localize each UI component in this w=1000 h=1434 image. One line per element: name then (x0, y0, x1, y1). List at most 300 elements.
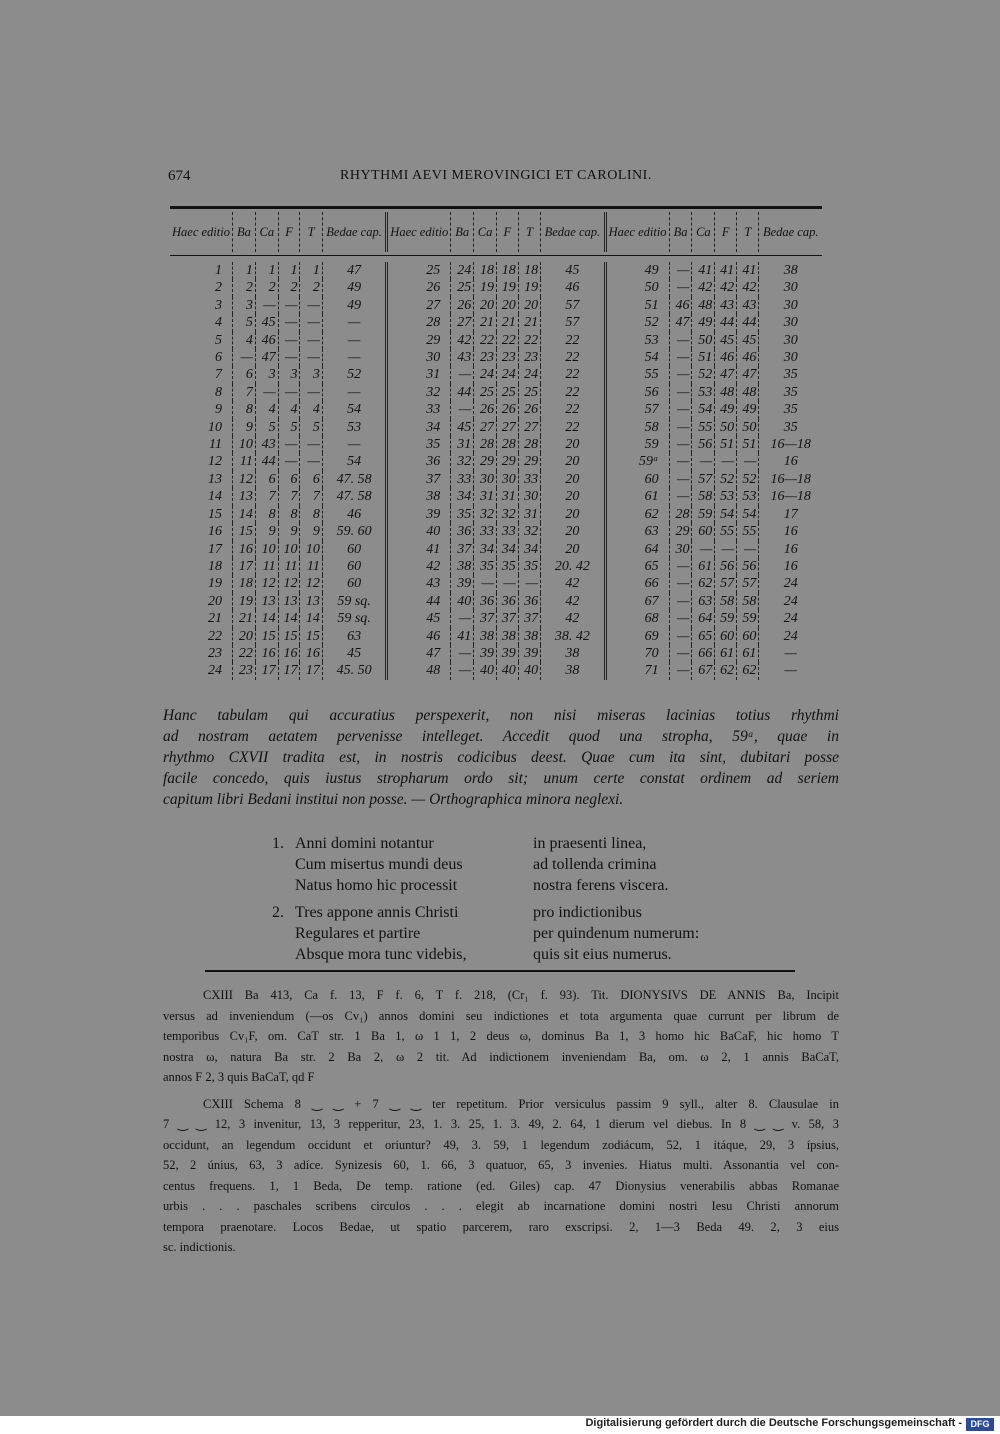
table-cell: 4 (300, 401, 322, 418)
table-cell: 46 (322, 506, 386, 523)
table-cell: 56 (737, 558, 759, 575)
table-cell: 60 (322, 558, 386, 575)
table-cell: 10 (170, 419, 232, 436)
table-cell: 38 (541, 645, 605, 662)
table-cell: 64 (605, 541, 669, 558)
table-cell: — (451, 366, 474, 383)
table-header-cell: F (715, 212, 737, 252)
verse-second-half: per quindenum numerum: (533, 925, 700, 942)
table-cell: 6 (278, 471, 300, 488)
table-cell: 26 (451, 297, 474, 314)
table-cell: 14 (278, 610, 300, 627)
table-cell: 28 (518, 436, 540, 453)
table-cell: 58 (715, 593, 737, 610)
table-cell: 22 (474, 332, 497, 349)
table-cell: 44 (737, 314, 759, 331)
table-cell: 42 (737, 279, 759, 296)
table-cell: 26 (496, 401, 518, 418)
table-cell: 20 (474, 297, 497, 314)
table-cell: 4 (255, 401, 278, 418)
table-cell: — (300, 453, 322, 470)
table-cell: — (669, 279, 692, 296)
table-cell: — (278, 314, 300, 331)
table-cell: 20 (518, 297, 540, 314)
table-cell: 1 (300, 262, 322, 279)
table-cell: 63 (322, 628, 386, 645)
table-cell: 32 (387, 384, 451, 401)
table-row (170, 575, 822, 592)
table-cell: 42 (451, 332, 474, 349)
table-cell: 30 (783, 350, 798, 366)
concordance-table (170, 212, 822, 680)
table-row (170, 332, 822, 349)
table-cell: 5 (255, 419, 278, 436)
table-cell: — (669, 384, 692, 401)
table-cell: 54 (322, 453, 386, 470)
digitization-footer (0, 1416, 1000, 1434)
table-cell: 28 (387, 314, 451, 331)
table-header-cell: Ba (232, 212, 255, 252)
table-cell: 35 (496, 558, 518, 575)
table-cell: 25 (387, 262, 451, 279)
table-cell: 35 (451, 506, 474, 523)
table-cell: 37 (496, 610, 518, 627)
verse-first-half: Cum misertus mundi deus (295, 856, 463, 873)
table-row (170, 436, 822, 453)
table-cell: 20 (541, 541, 605, 558)
table-cell: — (737, 541, 759, 558)
table-cell: 38. 42 (541, 628, 605, 645)
table-cell: 33 (496, 523, 518, 540)
table-cell: 13 (255, 593, 278, 610)
table-header-cell: Ca (692, 212, 715, 252)
table-cell: 36 (387, 453, 451, 470)
table-cell: 40 (496, 662, 518, 679)
table-cell: 20. 42 (541, 558, 605, 575)
table-cell: 36 (518, 593, 540, 610)
note-line: occidunt, an legendum occidunt et oriuntur? 49, 3. 59, 1 legendum zodiácum, 52, 1 itáque, 29, 3 ípsius, (163, 1137, 839, 1152)
table-cell: 18 (232, 575, 255, 592)
table-cell: 46 (541, 279, 605, 296)
table-cell: 3 (232, 297, 255, 314)
table-cell: — (784, 663, 797, 679)
table-cell: 61 (737, 645, 759, 662)
table-cell: 45 (322, 645, 386, 662)
table-cell: 57 (541, 297, 605, 314)
table-cell: 21 (474, 314, 497, 331)
table-cell: 60 (605, 471, 669, 488)
table-cell: 59ᵃ (605, 453, 669, 470)
table-cell: — (322, 332, 386, 349)
table-cell: 15 (278, 628, 300, 645)
table-cell: 16 (783, 524, 798, 540)
table-cell: 15 (232, 523, 255, 540)
table-cell: 15 (255, 628, 278, 645)
table-cell: 40 (387, 523, 451, 540)
note-line: tempora praenotare. Locos Bedae, ut spatio parcerem, raro exscripsi. 2, 1—3 Beda 49. 2, 3 eius (163, 1219, 839, 1234)
table-cell: 48 (387, 662, 451, 679)
table-cell: 17 (170, 541, 232, 558)
table-cell: 2 (278, 279, 300, 296)
table-cell: 62 (715, 662, 737, 679)
table-cell: 6 (170, 349, 232, 366)
table-cell: 23 (518, 349, 540, 366)
table-cell: 23 (496, 349, 518, 366)
table-cell: 24 (496, 366, 518, 383)
table-cell: 15 (300, 628, 322, 645)
table-cell: 40 (518, 662, 540, 679)
table-row (170, 645, 822, 662)
table-cell: 45 (715, 332, 737, 349)
table-row (170, 628, 822, 645)
table-cell: — (669, 419, 692, 436)
table-cell: 53 (692, 384, 715, 401)
table-cell: — (255, 297, 278, 314)
table-cell: 17 (783, 506, 798, 522)
table-cell: 44 (255, 453, 278, 470)
table-cell: 13 (232, 488, 255, 505)
table-cell: 35 (387, 436, 451, 453)
table-cell: 62 (737, 662, 759, 679)
table-cell: 31 (474, 488, 497, 505)
table-cell: — (300, 314, 322, 331)
note-line: versus ad inveniendum (—os Cv₁) annos domini seu indictiones et tota argumenta quae currunt per librum de (163, 1008, 839, 1023)
table-cell: 56 (692, 436, 715, 453)
table-cell: 5 (232, 314, 255, 331)
table-cell: 2 (300, 279, 322, 296)
table-cell: 54 (715, 506, 737, 523)
table-cell: 22 (541, 349, 605, 366)
table-cell: 13 (170, 471, 232, 488)
table-cell: 39 (387, 506, 451, 523)
table-cell: 4 (278, 401, 300, 418)
table-cell: 20 (232, 628, 255, 645)
table-cell: 54 (322, 401, 386, 418)
table-cell: 65 (692, 628, 715, 645)
table-cell: 69 (605, 628, 669, 645)
table-cell: 2 (170, 279, 232, 296)
table-cell: 58 (692, 488, 715, 505)
table-cell: 42 (541, 593, 605, 610)
table-cell: 5 (300, 419, 322, 436)
paragraph-line: facile concedo, quis iustus stropharum ordo sit; unum certe constat ordinem ad seriem (163, 770, 839, 787)
table-cell: 57 (737, 575, 759, 592)
table-cell: 24 (783, 576, 798, 592)
table-cell: 38 (783, 263, 798, 278)
table-cell: 20 (541, 488, 605, 505)
table-cell: 55 (715, 523, 737, 540)
table-cell: 2 (255, 279, 278, 296)
note-line: annos F 2, 3 quis BaCaT, qd F (163, 1070, 315, 1084)
table-cell: 45 (541, 262, 605, 279)
table-cell: 24 (783, 611, 798, 627)
table-cell: 22 (541, 366, 605, 383)
table-cell: — (715, 453, 737, 470)
table-cell: 9 (278, 523, 300, 540)
table-row (170, 662, 822, 679)
note-line: 7 ‿ ‿ 12, 3 invenitur, 13, 3 repperitur, 23, 1. 3. 25, 1. 3. 49, 2. 64, 1 dierum vel diebus. In 8 ‿ ‿ v. 58, 3 (163, 1117, 839, 1131)
table-row (170, 314, 822, 331)
table-cell: 11 (170, 436, 232, 453)
table-cell: 21 (170, 610, 232, 627)
table-cell: 10 (300, 541, 322, 558)
table-cell: 34 (474, 541, 497, 558)
table-cell: 46 (255, 332, 278, 349)
table-cell: 17 (300, 662, 322, 679)
table-cell: 30 (496, 471, 518, 488)
table-cell: 54 (692, 401, 715, 418)
table-cell: 9 (255, 523, 278, 540)
table-cell: 51 (605, 297, 669, 314)
table-cell: 19 (496, 279, 518, 296)
table-cell: 61 (605, 488, 669, 505)
table-header-cell: Ba (669, 212, 692, 252)
table-cell: — (669, 453, 692, 470)
table-cell: 3 (300, 366, 322, 383)
table-header-rule (170, 255, 822, 256)
table-cell: 23 (170, 645, 232, 662)
table-cell: 52 (737, 471, 759, 488)
table-cell: 30 (387, 349, 451, 366)
table-cell: 39 (496, 645, 518, 662)
stanza-number: 1. (272, 835, 284, 852)
table-cell: 35 (783, 384, 798, 400)
paragraph-line: capitum libri Bedani institui non posse. — Orthographica minora neglexi. (163, 791, 624, 808)
table-cell: 10 (232, 436, 255, 453)
table-row (170, 297, 822, 314)
table-cell: 46 (387, 628, 451, 645)
table-cell: — (669, 471, 692, 488)
table-header-cell: Ca (474, 212, 497, 252)
table-cell: 17 (278, 662, 300, 679)
table-cell: 8 (232, 401, 255, 418)
table-cell: 9 (232, 419, 255, 436)
table-cell: 16 (783, 541, 798, 557)
footer-text: Digitalisierung gefördert durch die Deutsche Forschungsgemeinschaft - (585, 1417, 962, 1429)
table-cell: 50 (715, 419, 737, 436)
table-cell: 57 (605, 401, 669, 418)
table-cell: 24 (783, 593, 798, 609)
table-cell: 43 (451, 349, 474, 366)
table-cell: 34 (387, 419, 451, 436)
table-cell: 14 (232, 506, 255, 523)
table-cell: — (278, 384, 300, 401)
table-cell: 6 (232, 366, 255, 383)
table-cell: 42 (715, 279, 737, 296)
table-cell: — (669, 610, 692, 627)
table-cell: — (278, 332, 300, 349)
table-cell: 61 (692, 558, 715, 575)
table-cell: 41 (387, 541, 451, 558)
table-cell: 44 (387, 593, 451, 610)
table-cell: — (322, 436, 386, 453)
table-cell: 16 (783, 454, 798, 470)
table-header-cell: F (278, 212, 300, 252)
table-cell: 18 (170, 558, 232, 575)
table-cell: 16 (255, 645, 278, 662)
table-cell: 20 (170, 593, 232, 610)
table-cell: — (669, 332, 692, 349)
table-header-cell: Bedae cap. (322, 212, 386, 252)
table-cell: 48 (715, 384, 737, 401)
table-cell: — (322, 349, 386, 366)
table-cell: 47 (737, 366, 759, 383)
table-cell: 49 (715, 401, 737, 418)
note-line: CXIII Ba 413, Ca f. 13, F f. 6, T f. 218, (Cr₁ f. 93). Tit. DIONYSIVS DE ANNIS Ba, Incipit (203, 988, 839, 1002)
table-row (170, 419, 822, 436)
verse-second-half: pro indictionibus (533, 904, 642, 921)
table-cell: 55 (605, 366, 669, 383)
table-cell: 11 (278, 558, 300, 575)
note-line: CXIII Schema 8 ‿ ‿ + 7 ‿ ‿ ter repetitum. Prior versiculus passim 9 syll., alter 8. Clausulae in (203, 1096, 839, 1111)
note-line: sc. indictionis. (163, 1240, 236, 1254)
table-cell: 30 (518, 488, 540, 505)
table-cell: 63 (692, 593, 715, 610)
table-cell: 16—18 (770, 471, 811, 487)
table-cell: 35 (783, 402, 798, 418)
table-cell: 23 (474, 349, 497, 366)
table-cell: 68 (605, 610, 669, 627)
table-cell: 14 (170, 488, 232, 505)
table-cell: 58 (737, 593, 759, 610)
table-cell: 25 (496, 384, 518, 401)
table-cell: 47 (387, 645, 451, 662)
table-cell: 43 (715, 297, 737, 314)
table-cell: 49 (737, 401, 759, 418)
table-cell: — (737, 453, 759, 470)
verse-first-half: Absque mora tunc videbis, (295, 946, 467, 963)
table-row (170, 262, 822, 279)
table-cell: 61 (715, 645, 737, 662)
table-cell: — (518, 575, 540, 592)
table-cell: 30 (474, 471, 497, 488)
table-cell: 27 (518, 419, 540, 436)
table-cell: 28 (669, 506, 692, 523)
table-cell: 4 (232, 332, 255, 349)
table-cell: — (300, 384, 322, 401)
table-row (170, 488, 822, 505)
table-cell: 53 (715, 488, 737, 505)
table-cell: 59 (605, 436, 669, 453)
table-cell: 14 (255, 610, 278, 627)
running-head: RHYTHMI AEVI MEROVINGICI ET CAROLINI. (340, 168, 652, 183)
table-cell: 47 (322, 262, 386, 279)
table-cell: 45 (387, 610, 451, 627)
table-cell: 41 (451, 628, 474, 645)
table-cell: 11 (232, 453, 255, 470)
table-cell: 49 (692, 314, 715, 331)
table-cell: 48 (737, 384, 759, 401)
table-cell: 27 (451, 314, 474, 331)
table-row (170, 523, 822, 540)
table-cell: 37 (474, 610, 497, 627)
table-cell: 55 (737, 523, 759, 540)
table-cell: — (669, 366, 692, 383)
table-cell: 43 (737, 297, 759, 314)
table-cell: 3 (278, 366, 300, 383)
notes-rule (205, 970, 795, 972)
table-cell: — (451, 662, 474, 679)
table-cell: 7 (232, 384, 255, 401)
table-cell: 42 (387, 558, 451, 575)
table-header-cell: T (737, 212, 759, 252)
table-cell: 60 (715, 628, 737, 645)
table-cell: 18 (474, 262, 497, 279)
table-cell: 31 (451, 436, 474, 453)
table-cell: 18 (496, 262, 518, 279)
table-header-cell: Ca (255, 212, 278, 252)
table-cell: 43 (387, 575, 451, 592)
table-cell: 24 (518, 366, 540, 383)
table-cell: 22 (518, 332, 540, 349)
table-row (170, 593, 822, 610)
table-cell: 26 (387, 279, 451, 296)
table-cell: 14 (300, 610, 322, 627)
table-cell: 35 (783, 367, 798, 383)
table-cell: 34 (518, 541, 540, 558)
verse-second-half: quis sit eius numerus. (533, 946, 672, 963)
note-line: temporibus Cv₁F, om. CaT str. 1 Ba 1, ω 1 1, 2 deus ω, dominus Ba 1, 3 homo hic BaCaF, hic homo T (163, 1029, 839, 1043)
table-cell: 39 (474, 645, 497, 662)
table-cell: 28 (474, 436, 497, 453)
table-cell: 41 (737, 262, 759, 279)
table-cell: 1 (278, 262, 300, 279)
table-cell: 29 (496, 453, 518, 470)
table-cell: 20 (541, 471, 605, 488)
table-cell: — (278, 349, 300, 366)
table-cell: 46 (669, 297, 692, 314)
table-cell: 51 (715, 436, 737, 453)
table-cell: 22 (541, 384, 605, 401)
table-cell: 45. 50 (322, 662, 386, 679)
table-cell: — (692, 453, 715, 470)
table-header-cell: Haec editio (605, 212, 669, 252)
table-cell: — (669, 401, 692, 418)
critical-apparatus (163, 985, 839, 1258)
table-cell: 54 (605, 349, 669, 366)
paragraph-line: ad nostram aetatem pervenisse intelleget. Accedit quod una stropha, 59ᵃ, quae in (163, 728, 839, 745)
table-cell: 56 (715, 558, 737, 575)
table-cell: 10 (278, 541, 300, 558)
table-cell: 22 (496, 332, 518, 349)
table-cell: 5 (278, 419, 300, 436)
table-cell: 31 (518, 506, 540, 523)
table-cell: 37 (518, 610, 540, 627)
table-cell: — (255, 384, 278, 401)
note-line: nostra ω, natura Ba str. 2 Ba 2, ω 2 tit. Ad indictionem inveniendam Ba, om. ω 2, 1 annis BaCaT, (163, 1049, 839, 1064)
table-cell: 62 (605, 506, 669, 523)
table-cell: 47 (255, 349, 278, 366)
table-cell: 22 (541, 401, 605, 418)
table-cell: — (322, 314, 386, 331)
table-cell: 7 (300, 488, 322, 505)
table-cell: 52 (692, 366, 715, 383)
verse-first-half: Regulares et partire (295, 925, 421, 942)
table-row (170, 401, 822, 418)
table-cell: 63 (605, 523, 669, 540)
table-cell: 1 (255, 262, 278, 279)
table-cell: 16 (278, 645, 300, 662)
table-cell: 59 (715, 610, 737, 627)
table-cell: 51 (737, 436, 759, 453)
table-cell: 22 (541, 419, 605, 436)
table-cell: 60 (737, 628, 759, 645)
table-cell: 30 (783, 332, 798, 348)
table-cell: 12 (255, 575, 278, 592)
table-cell: 30 (783, 280, 798, 296)
table-cell: 16 (783, 558, 798, 574)
table-cell: 17 (232, 558, 255, 575)
